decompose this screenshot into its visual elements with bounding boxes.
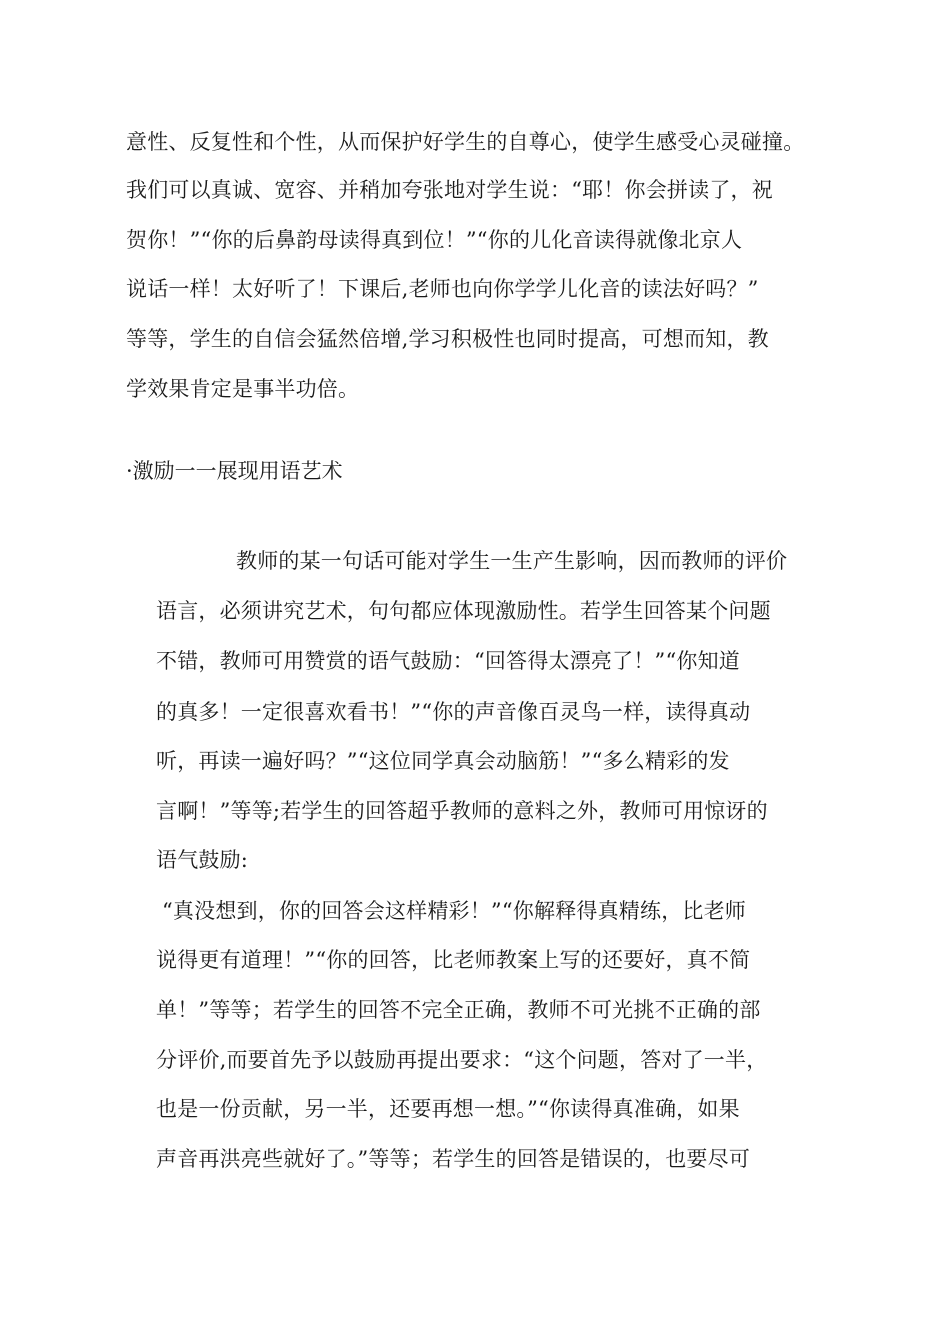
text-line: 我们可以真诚、宽容、并稍加夸张地对学生说：“耶！你会拼读了，祝 (126, 178, 773, 202)
text-line: 声音再洪亮些就好了。”等等；若学生的回答是错误的，也要尽可 (156, 1147, 751, 1171)
text-line: 说得更有道理！”“你的回答，比老师教案上写的还要好，真不简 (156, 948, 751, 972)
text-line: 分评价,而要首先予以鼓励再提出要求：“这个问题，答对了一半， (156, 1048, 768, 1072)
text-line: 的真多！一定很喜欢看书！”“你的声音像百灵鸟一样，读得真动 (156, 700, 751, 724)
text-line: 单！”等等；若学生的回答不完全正确，教师不可光挑不正确的部 (156, 998, 761, 1022)
text-line: 教师的某一句话可能对学生一生产生影响，因而教师的评价 (236, 549, 788, 573)
text-line: 言啊！”等等;若学生的回答超乎教师的意料之外，教师可用惊讶的 (156, 799, 768, 823)
text-line: 语言，必须讲究艺术，句句都应体现激励性。若学生回答某个问题 (156, 599, 771, 623)
text-line: 意性、反复性和个性，从而保护好学生的自尊心，使学生感受心灵碰撞。 (126, 130, 805, 154)
text-line: 等等，学生的自信会猛然倍增,学习积极性也同时提高，可想而知，教 (126, 327, 769, 351)
section-heading: ·激励一一展现用语艺术 (126, 459, 343, 483)
text-line: 也是一份贡献，另一半，还要再想一想。”“你读得真准确，如果 (156, 1097, 740, 1121)
text-line: 说话一样！太好听了！下课后,老师也向你学学儿化音的读法好吗？” (126, 277, 759, 301)
text-line: 贺你！”“你的后鼻韵母读得真到位！”“你的儿化音读得就像北京人 (126, 228, 743, 252)
text-line: 学效果肯定是事半功倍。 (126, 377, 360, 401)
text-line: 听，再读一遍好吗？”“这位同学真会动脑筋！”“多么精彩的发 (156, 749, 730, 773)
text-line: 语气鼓励: (156, 848, 249, 872)
text-line: “真没想到，你的回答会这样精彩！”“你解释得真精练，比老师 (162, 899, 747, 923)
text-line: 不错，教师可用赞赏的语气鼓励：“回答得太漂亮了！”“你知道 (156, 649, 741, 673)
